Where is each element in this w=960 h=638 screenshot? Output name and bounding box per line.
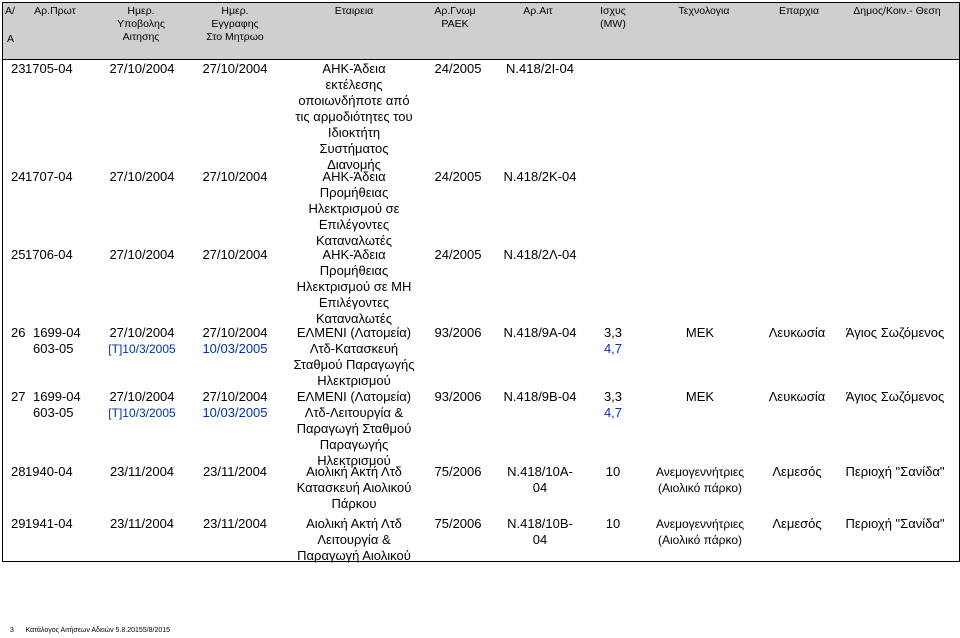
row-etaireia-line: Αιολική Ακτή Λτδ (306, 464, 402, 479)
row-etaireia-line: Σταθμού Παραγωγής (293, 357, 415, 372)
row-ar-gnom: 93/2006 (434, 389, 482, 404)
row-technologia: ΜΕΚ (685, 389, 715, 404)
row-technologia: (Αιολικό πάρκο) (657, 533, 743, 547)
row-ar-prot: 1699-04 (33, 389, 81, 404)
licence-applications-table (2, 2, 960, 562)
table-header (3, 3, 959, 60)
row-ar-ait: 04 (532, 480, 548, 495)
row-hmer-eggrafis: 27/10/2004 (202, 325, 268, 340)
header-ar-gnom-line2: ΡΑΕΚ (441, 18, 469, 30)
header-ar-prot: Αρ.Πρωτ (34, 5, 76, 17)
row-etaireia-line: ΑΗΚ-Άδεια (322, 61, 386, 76)
row-hmer-eggrafis: 27/10/2004 (202, 247, 268, 262)
row-ar-prot: 1707-04 (25, 169, 73, 184)
row-ischys: 4,7 (603, 405, 623, 420)
row-aa: 27 (11, 389, 26, 404)
row-hmer-ypovolis: 23/11/2004 (109, 464, 175, 479)
row-hmer-eggrafis: 27/10/2004 (202, 169, 268, 184)
row-etaireia-line: Προμήθειας (319, 185, 389, 200)
header-ar-gnom-line1: Αρ.Γνωμ (434, 5, 476, 17)
row-hmer-ypovolis: 27/10/2004 (109, 389, 175, 404)
row-aa: 25 (11, 247, 26, 262)
row-ar-gnom: 75/2006 (434, 516, 482, 531)
row-ar-ait: Ν.418/2Κ-04 (503, 169, 577, 184)
row-etaireia-line: Επιλέγοντες (318, 295, 390, 310)
row-etaireia-line: Αιολική Ακτή Λτδ (306, 516, 402, 531)
row-technologia: ΜΕΚ (685, 325, 715, 340)
header-hmer-eggrafis (185, 5, 285, 44)
row-ar-prot: 1941-04 (25, 516, 73, 531)
row-ar-prot: 1699-04 (33, 325, 81, 340)
row-etaireia-line: Κατασκευή Αιολικού (296, 480, 412, 495)
row-etaireia-line: τις αρμοδιότητες του (295, 109, 413, 124)
row-etaireia-line: ΑΗΚ-Άδεια (322, 247, 386, 262)
row-eparchia: Λεμεσός (772, 464, 822, 479)
header-eparchia: Επαρχια (778, 5, 820, 17)
row-ar-prot: 1706-04 (25, 247, 73, 262)
row-etaireia-line: εκτέλεσης (325, 77, 383, 92)
row-ar-ait: Ν.418/10Β- (507, 516, 573, 531)
header-ar-gnom (419, 5, 491, 31)
row-technologia: (Αιολικό πάρκο) (657, 481, 743, 495)
row-ar-prot: 1940-04 (25, 464, 73, 479)
row-aa: 23 (11, 61, 26, 76)
row-ar-prot: 603-05 (33, 341, 74, 356)
row-dimos: Άγιος Σωζόμενος (845, 325, 945, 340)
row-etaireia-line: Ιδιοκτήτη (327, 125, 381, 140)
header-hmer-eggrafis-line3: Στο Μητρωο (206, 31, 264, 43)
row-hmer-eggrafis: 27/10/2004 (202, 61, 268, 76)
row-etaireia-line: Καταναλωτές (316, 311, 392, 326)
row-ischys: 3,3 (603, 325, 623, 340)
row-ischys: 10 (605, 516, 621, 531)
row-eparchia: Λεμεσός (772, 516, 822, 531)
row-etaireia-line: Ηλεκτρισμού (317, 373, 391, 388)
row-etaireia-line: Ηλεκτρισμού σε ΜΗ (296, 279, 412, 294)
row-etaireia-line: Ηλεκτρισμού (317, 453, 391, 468)
row-ar-ait: Ν.418/9Α-04 (503, 325, 577, 340)
row-etaireia-line: Καταναλωτές (316, 233, 392, 248)
row-etaireia-line: ΕΛΜΕΝΙ (Λατομεία) (296, 325, 412, 340)
row-aa: 28 (11, 464, 26, 479)
row-hmer-eggrafis: 27/10/2004 (202, 389, 268, 404)
row-ar-ait: Ν.418/9Β-04 (503, 389, 577, 404)
footer-text: Κατάλογος Αιτήσεων Αδειών 5.8.20155/8/2015 (25, 627, 171, 634)
header-dimos: Δημος/Κοιν.- Θεση (853, 5, 941, 17)
header-hmer-ypovolis (95, 5, 187, 44)
footer-page-number: 3 (10, 627, 14, 634)
row-hmer-ypovolis: 27/10/2004 (109, 61, 175, 76)
row-etaireia-line: Διανομής (327, 157, 381, 172)
row-etaireia-line: ΕΛΜΕΝΙ (Λατομεία) (296, 389, 412, 404)
row-dimos: Περιοχή "Σανίδα" (845, 464, 945, 479)
row-ischys: 3,3 (603, 389, 623, 404)
row-hmer-eggrafis: 10/03/2005 (202, 405, 268, 420)
header-hmer-eggrafis-line1: Ημερ. (221, 5, 249, 17)
row-ar-ait: 04 (532, 532, 548, 547)
row-hmer-ypovolis: 27/10/2004 (109, 169, 175, 184)
header-aa-bottom: Α (7, 33, 15, 45)
row-ar-gnom: 93/2006 (434, 325, 482, 340)
row-etaireia-line: ΑΗΚ-Άδεια (322, 169, 386, 184)
row-etaireia-line: Λτδ-Κατασκευή (309, 341, 399, 356)
row-aa: 29 (11, 516, 26, 531)
row-ar-gnom: 24/2005 (434, 61, 482, 76)
row-etaireia-line: Πάρκου (331, 496, 377, 511)
row-ar-gnom: 24/2005 (434, 247, 482, 262)
header-aa-top: Α/ (5, 5, 15, 17)
row-technologia: Ανεμογεννήτριες (655, 517, 745, 531)
row-ar-prot: 603-05 (33, 405, 74, 420)
header-etaireia: Εταιρεια (334, 5, 374, 17)
header-ischys-line1: Ισχυς (600, 5, 626, 17)
row-hmer-ypovolis: [Τ]10/3/2005 (108, 406, 176, 420)
header-technologia: Τεχνολογια (678, 5, 730, 17)
row-etaireia-line: Παραγωγή Σταθμού (296, 421, 412, 436)
row-etaireia-line: Παραγωγής (319, 437, 389, 452)
row-ar-gnom: 24/2005 (434, 169, 482, 184)
row-eparchia: Λευκωσία (768, 325, 826, 340)
row-dimos: Άγιος Σωζόμενος (845, 389, 945, 404)
row-hmer-eggrafis: 23/11/2004 (202, 516, 268, 531)
row-ar-ait: Ν.418/2Λ-04 (503, 247, 577, 262)
row-etaireia-line: Συστήματος (319, 141, 389, 156)
header-ar-ait: Αρ.Αιτ (523, 5, 553, 17)
row-etaireia-line: Επιλέγοντες (318, 217, 390, 232)
row-ischys: 10 (605, 464, 621, 479)
header-hmer-ypovolis-line3: Αιτησης (122, 31, 160, 43)
row-etaireia-line: Λτδ-Λειτουργία & (304, 405, 404, 420)
row-hmer-ypovolis: 27/10/2004 (109, 247, 175, 262)
row-hmer-ypovolis: [Τ]10/3/2005 (108, 342, 176, 356)
row-aa: 26 (11, 325, 26, 340)
row-etaireia-line: Παραγωγή Αιολικού (297, 548, 411, 563)
row-eparchia: Λευκωσία (768, 389, 826, 404)
row-etaireia-line: Ηλεκτρισμού σε (308, 201, 400, 216)
row-hmer-eggrafis: 23/11/2004 (202, 464, 268, 479)
row-ar-gnom: 75/2006 (434, 464, 482, 479)
row-hmer-ypovolis: 23/11/2004 (109, 516, 175, 531)
row-hmer-eggrafis: 10/03/2005 (202, 341, 268, 356)
page-footer (10, 627, 170, 635)
row-etaireia-line: Προμήθειας (319, 263, 389, 278)
header-ischys (585, 5, 641, 31)
row-ar-ait: Ν.418/10Α- (507, 464, 573, 479)
row-dimos: Περιοχή "Σανίδα" (845, 516, 945, 531)
header-hmer-ypovolis-line1: Ημερ. (127, 5, 155, 17)
row-etaireia-line: οποιωνδήποτε από (298, 93, 410, 108)
row-ar-prot: 1705-04 (25, 61, 73, 76)
row-etaireia-line: Λειτουργία & (317, 532, 391, 547)
header-ischys-line2: (MW) (600, 18, 626, 30)
row-ar-ait: Ν.418/2Ι-04 (506, 61, 574, 76)
header-hmer-eggrafis-line2: Εγγραφης (211, 18, 259, 30)
row-technologia: Ανεμογεννήτριες (655, 465, 745, 479)
row-hmer-ypovolis: 27/10/2004 (109, 325, 175, 340)
header-hmer-ypovolis-line2: Υποβολης (117, 18, 165, 30)
row-ischys: 4,7 (603, 341, 623, 356)
row-aa: 24 (11, 169, 26, 184)
